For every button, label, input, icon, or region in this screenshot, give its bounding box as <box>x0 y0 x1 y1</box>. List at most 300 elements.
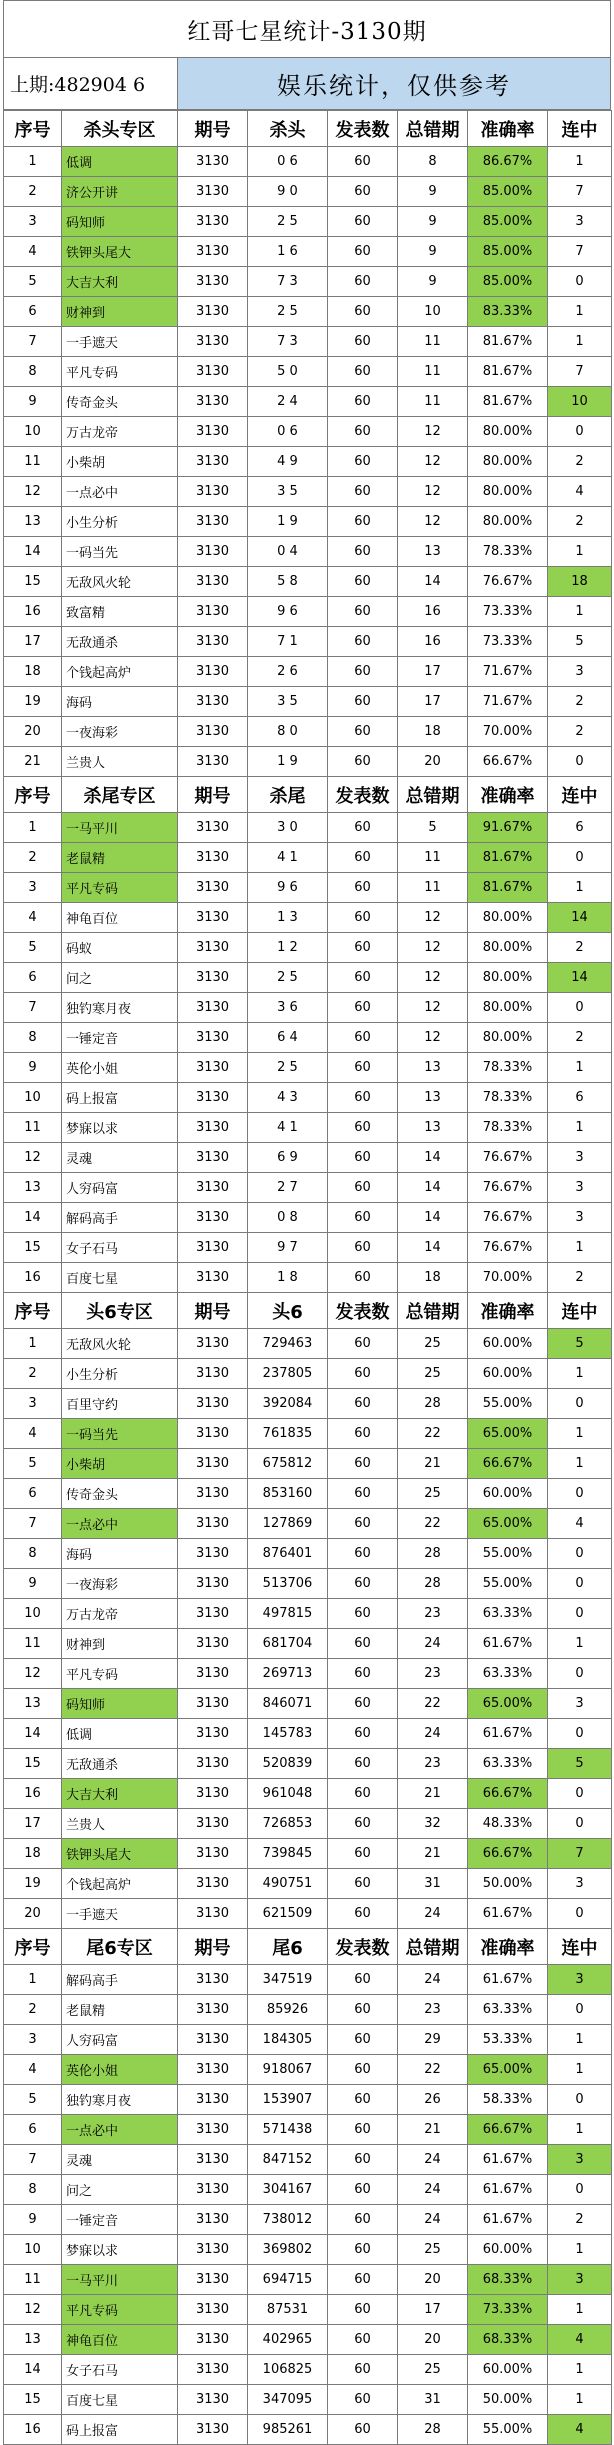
cell-period: 3130 <box>178 1023 248 1053</box>
stats-sheet <box>3 0 611 2445</box>
cell-total-misses: 12 <box>398 1023 468 1053</box>
cell-expert-name: 一码当先 <box>62 537 178 567</box>
cell-published-count: 60 <box>328 1749 398 1779</box>
cell-streak: 3 <box>548 1203 612 1233</box>
cell-period: 3130 <box>178 1719 248 1749</box>
cell-streak: 5 <box>548 627 612 657</box>
cell-prediction: 4 9 <box>248 447 328 477</box>
cell-accuracy: 80.00% <box>468 477 548 507</box>
cell-streak: 2 <box>548 1263 612 1293</box>
cell-period: 3130 <box>178 2325 248 2355</box>
cell-serial: 9 <box>4 2205 62 2235</box>
cell-published-count: 60 <box>328 177 398 207</box>
cell-period: 3130 <box>178 387 248 417</box>
cell-expert-name: 无敌通杀 <box>62 627 178 657</box>
cell-prediction: 5 8 <box>248 567 328 597</box>
table-row <box>4 447 612 477</box>
cell-expert-name: 万古龙帝 <box>62 417 178 447</box>
cell-total-misses: 9 <box>398 207 468 237</box>
cell-serial: 9 <box>4 1053 62 1083</box>
cell-serial: 10 <box>4 417 62 447</box>
cell-expert-name: 无敌风火轮 <box>62 567 178 597</box>
cell-expert-name: 独钓寒月夜 <box>62 993 178 1023</box>
cell-expert-name: 兰贵人 <box>62 1809 178 1839</box>
cell-serial: 6 <box>4 297 62 327</box>
cell-serial: 19 <box>4 1869 62 1899</box>
cell-accuracy: 61.67% <box>468 2145 548 2175</box>
cell-total-misses: 28 <box>398 1539 468 1569</box>
cell-streak: 1 <box>548 327 612 357</box>
cell-expert-name: 无敌通杀 <box>62 1749 178 1779</box>
cell-prediction: 846071 <box>248 1689 328 1719</box>
column-header-period: 期号 <box>178 1929 248 1965</box>
cell-prediction: 6 9 <box>248 1143 328 1173</box>
cell-accuracy: 83.33% <box>468 297 548 327</box>
cell-period: 3130 <box>178 2205 248 2235</box>
cell-total-misses: 13 <box>398 1083 468 1113</box>
cell-prediction: 876401 <box>248 1539 328 1569</box>
table-row <box>4 843 612 873</box>
cell-serial: 17 <box>4 627 62 657</box>
table-row <box>4 387 612 417</box>
cell-accuracy: 66.67% <box>468 1779 548 1809</box>
cell-streak: 0 <box>548 843 612 873</box>
column-header-period: 期号 <box>178 777 248 813</box>
cell-expert-name: 一手遮天 <box>62 1899 178 1929</box>
cell-accuracy: 78.33% <box>468 1083 548 1113</box>
cell-published-count: 60 <box>328 2175 398 2205</box>
cell-published-count: 60 <box>328 2325 398 2355</box>
cell-streak: 1 <box>548 2115 612 2145</box>
cell-total-misses: 22 <box>398 1689 468 1719</box>
cell-published-count: 60 <box>328 1389 398 1419</box>
cell-published-count: 60 <box>328 2115 398 2145</box>
cell-total-misses: 24 <box>398 1965 468 1995</box>
cell-streak: 0 <box>548 1995 612 2025</box>
cell-total-misses: 24 <box>398 2175 468 2205</box>
cell-streak: 3 <box>548 207 612 237</box>
cell-published-count: 60 <box>328 1599 398 1629</box>
cell-streak: 3 <box>548 1965 612 1995</box>
cell-serial: 20 <box>4 717 62 747</box>
cell-period: 3130 <box>178 843 248 873</box>
cell-accuracy: 55.00% <box>468 1539 548 1569</box>
cell-total-misses: 28 <box>398 1569 468 1599</box>
cell-accuracy: 50.00% <box>468 1869 548 1899</box>
cell-serial: 10 <box>4 1083 62 1113</box>
cell-prediction: 739845 <box>248 1839 328 1869</box>
cell-prediction: 490751 <box>248 1869 328 1899</box>
cell-expert-name: 问之 <box>62 963 178 993</box>
cell-serial: 15 <box>4 1233 62 1263</box>
cell-streak: 1 <box>548 873 612 903</box>
cell-prediction: 9 0 <box>248 177 328 207</box>
column-header-published-count: 发表数 <box>328 111 398 147</box>
cell-expert-name: 独钓寒月夜 <box>62 2085 178 2115</box>
column-header-expert-name: 杀尾专区 <box>62 777 178 813</box>
table-row <box>4 813 612 843</box>
cell-published-count: 60 <box>328 813 398 843</box>
cell-accuracy: 80.00% <box>468 903 548 933</box>
table-row <box>4 1233 612 1263</box>
cell-expert-name: 海码 <box>62 687 178 717</box>
cell-total-misses: 25 <box>398 1359 468 1389</box>
cell-period: 3130 <box>178 1359 248 1389</box>
cell-prediction: 2 5 <box>248 297 328 327</box>
cell-streak: 6 <box>548 1083 612 1113</box>
cell-published-count: 60 <box>328 627 398 657</box>
table-row <box>4 1629 612 1659</box>
cell-prediction: 87531 <box>248 2295 328 2325</box>
table-row <box>4 237 612 267</box>
cell-period: 3130 <box>178 1749 248 1779</box>
cell-period: 3130 <box>178 1233 248 1263</box>
cell-published-count: 60 <box>328 417 398 447</box>
cell-total-misses: 17 <box>398 657 468 687</box>
cell-period: 3130 <box>178 1539 248 1569</box>
table-row <box>4 1173 612 1203</box>
table-row <box>4 1329 612 1359</box>
cell-serial: 3 <box>4 207 62 237</box>
cell-published-count: 60 <box>328 657 398 687</box>
cell-total-misses: 11 <box>398 873 468 903</box>
cell-accuracy: 60.00% <box>468 1479 548 1509</box>
cell-total-misses: 13 <box>398 537 468 567</box>
cell-expert-name: 个钱起高炉 <box>62 657 178 687</box>
cell-prediction: 3 5 <box>248 687 328 717</box>
cell-streak: 2 <box>548 933 612 963</box>
cell-expert-name: 一马平川 <box>62 2265 178 2295</box>
cell-total-misses: 21 <box>398 2115 468 2145</box>
column-header-streak: 连中 <box>548 777 612 813</box>
cell-period: 3130 <box>178 147 248 177</box>
table-row <box>4 2145 612 2175</box>
cell-expert-name: 一点必中 <box>62 2115 178 2145</box>
table-row <box>4 1749 612 1779</box>
cell-serial: 14 <box>4 1203 62 1233</box>
cell-serial: 8 <box>4 1539 62 1569</box>
cell-prediction: 304167 <box>248 2175 328 2205</box>
cell-published-count: 60 <box>328 933 398 963</box>
cell-period: 3130 <box>178 207 248 237</box>
cell-accuracy: 66.67% <box>468 747 548 777</box>
cell-period: 3130 <box>178 1965 248 1995</box>
cell-prediction: 9 6 <box>248 873 328 903</box>
table-row <box>4 327 612 357</box>
cell-expert-name: 一马平川 <box>62 813 178 843</box>
cell-published-count: 60 <box>328 297 398 327</box>
cell-period: 3130 <box>178 2295 248 2325</box>
cell-serial: 12 <box>4 1659 62 1689</box>
cell-total-misses: 25 <box>398 2235 468 2265</box>
cell-accuracy: 68.33% <box>468 2325 548 2355</box>
cell-serial: 12 <box>4 1143 62 1173</box>
cell-period: 3130 <box>178 1389 248 1419</box>
cell-published-count: 60 <box>328 1329 398 1359</box>
cell-accuracy: 65.00% <box>468 2055 548 2085</box>
cell-published-count: 60 <box>328 2235 398 2265</box>
cell-streak: 0 <box>548 747 612 777</box>
cell-prediction: 571438 <box>248 2115 328 2145</box>
cell-serial: 4 <box>4 2055 62 2085</box>
cell-accuracy: 66.67% <box>468 2115 548 2145</box>
cell-published-count: 60 <box>328 2415 398 2445</box>
cell-expert-name: 码知师 <box>62 1689 178 1719</box>
cell-total-misses: 23 <box>398 1749 468 1779</box>
cell-prediction: 726853 <box>248 1809 328 1839</box>
cell-expert-name: 码上报富 <box>62 1083 178 1113</box>
cell-period: 3130 <box>178 2115 248 2145</box>
column-header-prediction: 尾6 <box>248 1929 328 1965</box>
cell-period: 3130 <box>178 1509 248 1539</box>
cell-prediction: 520839 <box>248 1749 328 1779</box>
cell-accuracy: 65.00% <box>468 1419 548 1449</box>
cell-serial: 5 <box>4 267 62 297</box>
table-row <box>4 1083 612 1113</box>
cell-streak: 14 <box>548 963 612 993</box>
cell-period: 3130 <box>178 267 248 297</box>
cell-prediction: 0 6 <box>248 417 328 447</box>
cell-prediction: 681704 <box>248 1629 328 1659</box>
cell-total-misses: 20 <box>398 2325 468 2355</box>
cell-total-misses: 12 <box>398 933 468 963</box>
cell-prediction: 738012 <box>248 2205 328 2235</box>
cell-expert-name: 铁钾头尾大 <box>62 237 178 267</box>
cell-expert-name: 低调 <box>62 1719 178 1749</box>
cell-accuracy: 80.00% <box>468 963 548 993</box>
cell-published-count: 60 <box>328 873 398 903</box>
cell-period: 3130 <box>178 357 248 387</box>
cell-streak: 0 <box>548 1779 612 1809</box>
cell-serial: 21 <box>4 747 62 777</box>
cell-total-misses: 24 <box>398 1899 468 1929</box>
table-row <box>4 963 612 993</box>
cell-serial: 3 <box>4 2025 62 2055</box>
cell-published-count: 60 <box>328 2385 398 2415</box>
table-row <box>4 537 612 567</box>
cell-accuracy: 61.67% <box>468 1719 548 1749</box>
cell-prediction: 729463 <box>248 1329 328 1359</box>
cell-published-count: 60 <box>328 1479 398 1509</box>
cell-prediction: 1 9 <box>248 507 328 537</box>
cell-expert-name: 英伦小姐 <box>62 2055 178 2085</box>
cell-published-count: 60 <box>328 1809 398 1839</box>
cell-period: 3130 <box>178 627 248 657</box>
cell-prediction: 853160 <box>248 1479 328 1509</box>
cell-accuracy: 63.33% <box>468 1659 548 1689</box>
column-header-total-misses: 总错期 <box>398 777 468 813</box>
table-row <box>4 1539 612 1569</box>
cell-published-count: 60 <box>328 963 398 993</box>
table-row <box>4 2085 612 2115</box>
cell-accuracy: 61.67% <box>468 1629 548 1659</box>
cell-streak: 1 <box>548 1359 612 1389</box>
cell-streak: 0 <box>548 1479 612 1509</box>
cell-streak: 7 <box>548 237 612 267</box>
cell-prediction: 392084 <box>248 1389 328 1419</box>
column-header-streak: 连中 <box>548 1293 612 1329</box>
column-header-total-misses: 总错期 <box>398 1929 468 1965</box>
cell-published-count: 60 <box>328 1995 398 2025</box>
cell-total-misses: 18 <box>398 717 468 747</box>
cell-streak: 18 <box>548 567 612 597</box>
cell-total-misses: 12 <box>398 507 468 537</box>
cell-accuracy: 60.00% <box>468 1359 548 1389</box>
cell-prediction: 2 5 <box>248 207 328 237</box>
cell-streak: 6 <box>548 813 612 843</box>
cell-serial: 10 <box>4 2235 62 2265</box>
cell-total-misses: 20 <box>398 2265 468 2295</box>
cell-streak: 1 <box>548 597 612 627</box>
cell-accuracy: 76.67% <box>468 1143 548 1173</box>
column-header-accuracy: 准确率 <box>468 777 548 813</box>
cell-prediction: 2 5 <box>248 963 328 993</box>
cell-streak: 0 <box>548 2175 612 2205</box>
cell-expert-name: 百里守约 <box>62 1389 178 1419</box>
column-header-total-misses: 总错期 <box>398 111 468 147</box>
cell-total-misses: 10 <box>398 297 468 327</box>
cell-published-count: 60 <box>328 1689 398 1719</box>
cell-total-misses: 22 <box>398 1509 468 1539</box>
cell-accuracy: 61.67% <box>468 1899 548 1929</box>
table-row <box>4 2175 612 2205</box>
cell-total-misses: 22 <box>398 2055 468 2085</box>
table-row <box>4 933 612 963</box>
cell-prediction: 237805 <box>248 1359 328 1389</box>
cell-serial: 16 <box>4 1263 62 1293</box>
cell-total-misses: 25 <box>398 1479 468 1509</box>
cell-period: 3130 <box>178 1263 248 1293</box>
cell-prediction: 402965 <box>248 2325 328 2355</box>
cell-period: 3130 <box>178 1479 248 1509</box>
column-header-serial: 序号 <box>4 111 62 147</box>
table-row <box>4 1389 612 1419</box>
cell-serial: 5 <box>4 2085 62 2115</box>
cell-total-misses: 11 <box>398 357 468 387</box>
cell-streak: 1 <box>548 2235 612 2265</box>
cell-total-misses: 21 <box>398 1839 468 1869</box>
cell-period: 3130 <box>178 477 248 507</box>
cell-streak: 0 <box>548 1569 612 1599</box>
cell-expert-name: 老鼠精 <box>62 1995 178 2025</box>
table-row <box>4 2025 612 2055</box>
cell-total-misses: 14 <box>398 1173 468 1203</box>
table-row <box>4 297 612 327</box>
table-row <box>4 1869 612 1899</box>
cell-prediction: 9 7 <box>248 1233 328 1263</box>
cell-published-count: 60 <box>328 1359 398 1389</box>
cell-expert-name: 一锤定音 <box>62 1023 178 1053</box>
cell-prediction: 961048 <box>248 1779 328 1809</box>
cell-expert-name: 神龟百位 <box>62 2325 178 2355</box>
cell-total-misses: 24 <box>398 1629 468 1659</box>
cell-published-count: 60 <box>328 477 398 507</box>
cell-period: 3130 <box>178 2265 248 2295</box>
column-header-prediction: 头6 <box>248 1293 328 1329</box>
cell-expert-name: 英伦小姐 <box>62 1053 178 1083</box>
cell-expert-name: 小生分析 <box>62 1359 178 1389</box>
cell-streak: 1 <box>548 2355 612 2385</box>
table-row <box>4 717 612 747</box>
cell-accuracy: 55.00% <box>468 1569 548 1599</box>
cell-streak: 4 <box>548 2415 612 2445</box>
cell-period: 3130 <box>178 813 248 843</box>
cell-total-misses: 31 <box>398 2385 468 2415</box>
cell-total-misses: 17 <box>398 687 468 717</box>
cell-period: 3130 <box>178 1083 248 1113</box>
cell-total-misses: 28 <box>398 1389 468 1419</box>
cell-expert-name: 灵魂 <box>62 2145 178 2175</box>
cell-accuracy: 80.00% <box>468 993 548 1023</box>
cell-prediction: 347095 <box>248 2385 328 2415</box>
cell-accuracy: 81.67% <box>468 387 548 417</box>
cell-period: 3130 <box>178 2175 248 2205</box>
cell-serial: 8 <box>4 1023 62 1053</box>
cell-accuracy: 76.67% <box>468 567 548 597</box>
column-header-accuracy: 准确率 <box>468 111 548 147</box>
column-header-serial: 序号 <box>4 777 62 813</box>
table-row <box>4 1659 612 1689</box>
cell-published-count: 60 <box>328 717 398 747</box>
cell-period: 3130 <box>178 2085 248 2115</box>
stats-table <box>3 110 612 2445</box>
cell-prediction: 3 5 <box>248 477 328 507</box>
cell-streak: 3 <box>548 1689 612 1719</box>
cell-expert-name: 解码高手 <box>62 1203 178 1233</box>
cell-total-misses: 12 <box>398 417 468 447</box>
cell-streak: 3 <box>548 1143 612 1173</box>
cell-prediction: 1 6 <box>248 237 328 267</box>
cell-accuracy: 65.00% <box>468 1509 548 1539</box>
cell-expert-name: 老鼠精 <box>62 843 178 873</box>
cell-published-count: 60 <box>328 1053 398 1083</box>
cell-published-count: 60 <box>328 1899 398 1929</box>
cell-period: 3130 <box>178 933 248 963</box>
cell-total-misses: 9 <box>398 237 468 267</box>
cell-expert-name: 百度七星 <box>62 2385 178 2415</box>
cell-prediction: 5 0 <box>248 357 328 387</box>
cell-serial: 12 <box>4 477 62 507</box>
cell-expert-name: 大吉大利 <box>62 267 178 297</box>
cell-streak: 2 <box>548 447 612 477</box>
cell-published-count: 60 <box>328 1629 398 1659</box>
table-row <box>4 2325 612 2355</box>
table-row <box>4 2205 612 2235</box>
cell-published-count: 60 <box>328 1869 398 1899</box>
cell-streak: 7 <box>548 177 612 207</box>
column-header-period: 期号 <box>178 111 248 147</box>
cell-serial: 18 <box>4 657 62 687</box>
cell-streak: 0 <box>548 267 612 297</box>
cell-serial: 13 <box>4 507 62 537</box>
cell-accuracy: 58.33% <box>468 2085 548 2115</box>
cell-period: 3130 <box>178 1659 248 1689</box>
table-row <box>4 2415 612 2445</box>
cell-serial: 4 <box>4 237 62 267</box>
section-header-row <box>4 777 612 813</box>
cell-accuracy: 78.33% <box>468 1113 548 1143</box>
cell-total-misses: 13 <box>398 1113 468 1143</box>
cell-period: 3130 <box>178 1779 248 1809</box>
cell-prediction: 184305 <box>248 2025 328 2055</box>
cell-accuracy: 81.67% <box>468 873 548 903</box>
cell-streak: 0 <box>548 1599 612 1629</box>
column-header-prediction: 杀头 <box>248 111 328 147</box>
cell-period: 3130 <box>178 1449 248 1479</box>
cell-serial: 5 <box>4 1449 62 1479</box>
cell-total-misses: 26 <box>398 2085 468 2115</box>
cell-period: 3130 <box>178 657 248 687</box>
